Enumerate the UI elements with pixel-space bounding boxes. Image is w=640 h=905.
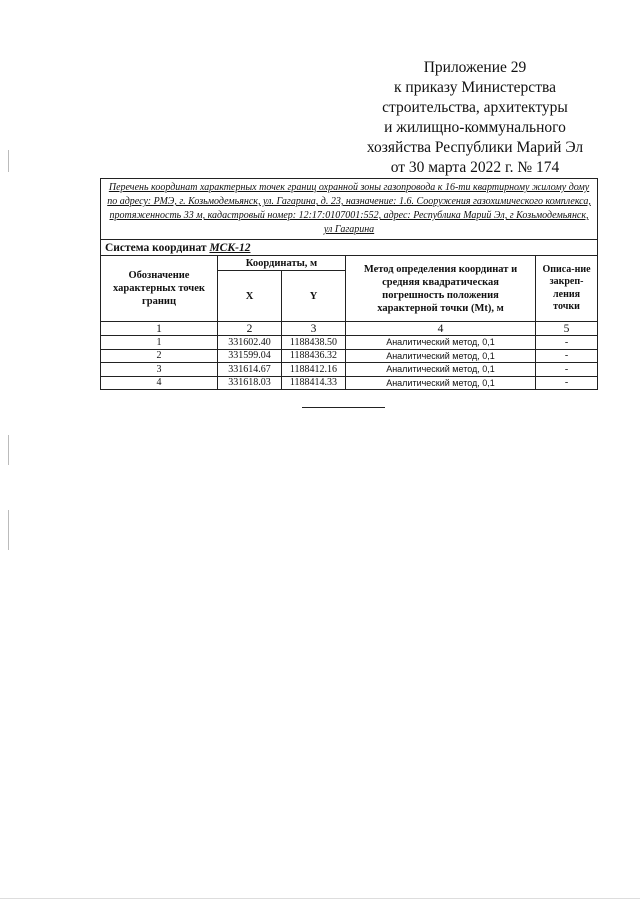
system-label: Система координат xyxy=(105,241,207,254)
cell-method: Аналитический метод, 0,1 xyxy=(346,376,536,390)
table-row xyxy=(101,336,598,350)
cell-y: 1188438.50 xyxy=(282,336,346,350)
header-line: от 30 марта 2022 г. № 174 xyxy=(390,159,560,176)
table-title: Перечень координат характерных точек границ охранной зоны газопровода к 16-ти квартирному жилому дому по адресу: РМЭ, г. Козьмодемьянск, ул. Гагарина, д. 23, назначение: 1.6. Сооружения газохимического комплекса, протяженность 33 м, кадастровый номер: 12:17:0107001:552, адрес: Республика Марий Эл, г Козьмодемьянск, ул Гагарина xyxy=(101,179,598,240)
header-line: к приказу Министерства xyxy=(394,79,556,96)
col-method-header: Метод определения координат и средняя квадратическая погрешность положения характерной точки (Mt), м xyxy=(346,256,536,322)
header-line: и жилищно-коммунального xyxy=(384,119,566,136)
scan-mark xyxy=(8,150,9,172)
cell-x: 331599.04 xyxy=(218,349,282,363)
table-row xyxy=(101,349,598,363)
scan-mark xyxy=(8,435,9,465)
table-row xyxy=(101,376,598,390)
column-number: 2 xyxy=(218,322,282,336)
cell-x: 331614.67 xyxy=(218,363,282,377)
coordinate-system xyxy=(101,240,598,256)
cell-method: Аналитический метод, 0,1 xyxy=(346,363,536,377)
cell-x: 331602.40 xyxy=(218,336,282,350)
col-x-header: X xyxy=(218,271,282,322)
cell-method: Аналитический метод, 0,1 xyxy=(346,336,536,350)
cell-desc: - xyxy=(536,363,598,377)
cell-desc: - xyxy=(536,336,598,350)
header-row xyxy=(101,256,598,271)
system-row xyxy=(101,240,598,256)
header-line: строительства, архитектуры xyxy=(382,99,568,116)
table-row xyxy=(101,363,598,377)
cell-point: 3 xyxy=(101,363,218,377)
cell-y: 1188412.16 xyxy=(282,363,346,377)
scan-mark xyxy=(8,510,9,550)
col-desc-header: Описа-ние закреп-ления точки xyxy=(536,256,598,322)
column-number: 5 xyxy=(536,322,598,336)
document-header xyxy=(345,58,605,178)
cell-point: 2 xyxy=(101,349,218,363)
cell-desc: - xyxy=(536,376,598,390)
cell-y: 1188414.33 xyxy=(282,376,346,390)
column-numbers-row xyxy=(101,322,598,336)
coordinates-table xyxy=(100,178,598,390)
col-coords-header: Координаты, м xyxy=(218,256,346,271)
separator-line xyxy=(302,407,385,408)
header-line: хозяйства Республики Марий Эл xyxy=(366,139,584,156)
col-y-header: Y xyxy=(282,271,346,322)
table-title-row xyxy=(101,179,598,240)
column-number: 1 xyxy=(101,322,218,336)
cell-method: Аналитический метод, 0,1 xyxy=(346,349,536,363)
col-point-header: Обозначение характерных точек границ xyxy=(101,256,218,322)
cell-point: 1 xyxy=(101,336,218,350)
column-number: 3 xyxy=(282,322,346,336)
scan-bottom-edge xyxy=(0,898,640,899)
cell-point: 4 xyxy=(101,376,218,390)
scan-edge-marks xyxy=(8,150,9,850)
cell-y: 1188436.32 xyxy=(282,349,346,363)
system-name: МСК-12 xyxy=(209,241,251,254)
cell-x: 331618.03 xyxy=(218,376,282,390)
cell-desc: - xyxy=(536,349,598,363)
header-line: Приложение 29 xyxy=(423,59,527,76)
column-number: 4 xyxy=(346,322,536,336)
